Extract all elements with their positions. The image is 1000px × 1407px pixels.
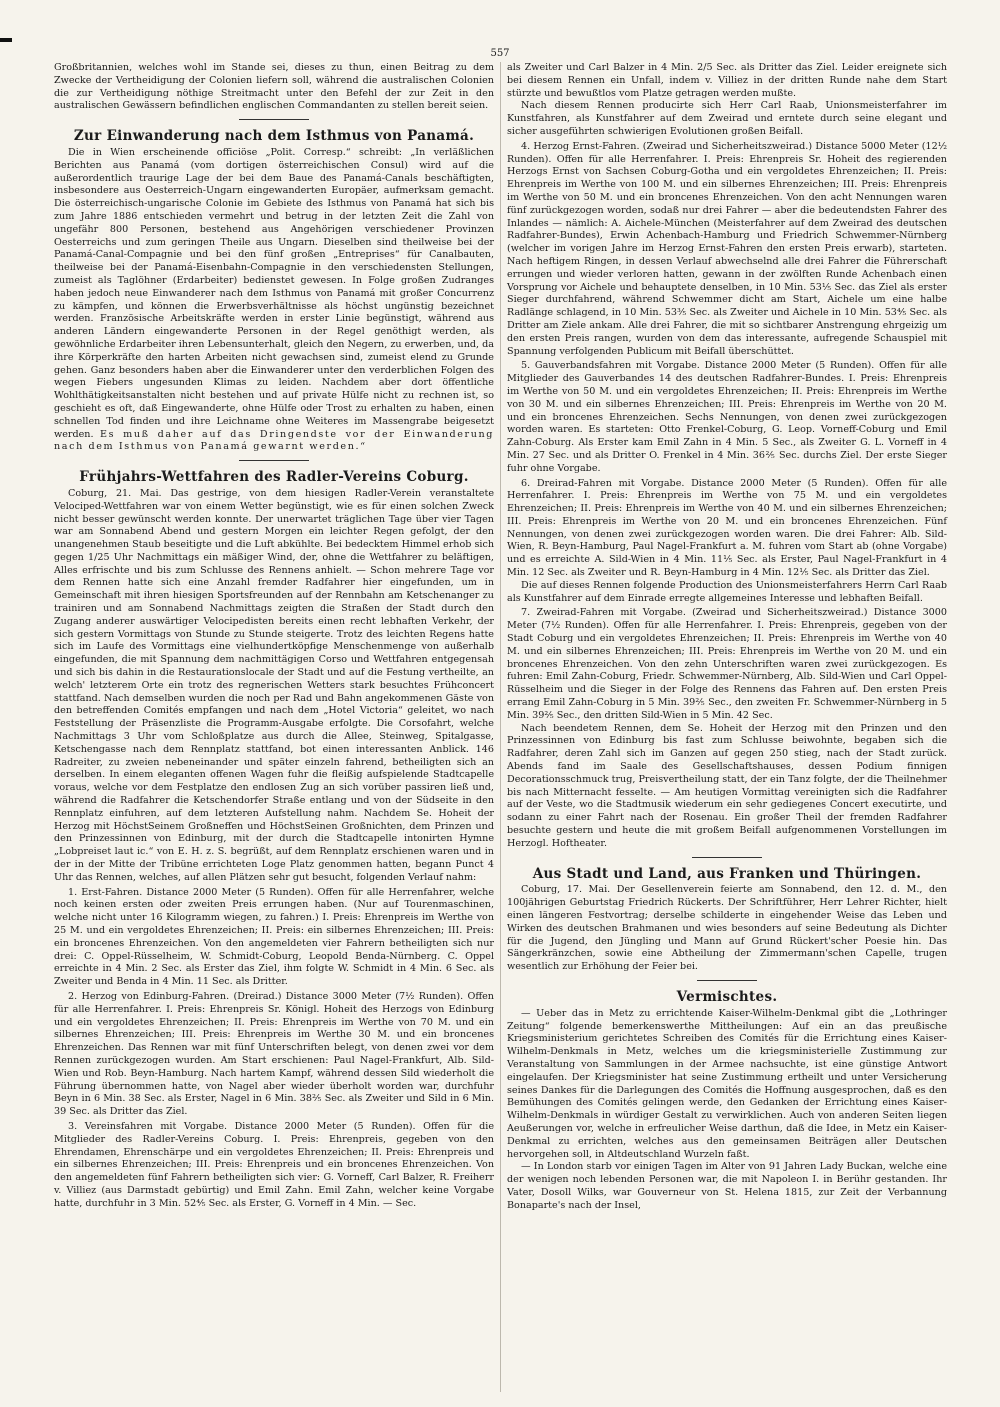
vermischtes-paragraph-1: — Ueber das in Metz zu errichtende Kaiser-Wilhelm-Denkmal gibt die „Lothringer Zeitung“ folgende bemerkenswerthe Mittheilungen: Auf ein an das preußische Kriegsministerium gerichtetes Schreiben des Comités für die Errichtung eines Kaiser-Wilhelm-Denkmals in Metz, welches um die kriegsministerielle Zustimmung zur Veranstaltung von Sammlungen in der Armee nachsuchte, ist eine günstige Antwort eingelaufen. Der Kriegsminister hat seine Zustimmung ertheilt und unter Versicherung seines Dankes für die Darlegungen des Comités die Hoffnung ausgesprochen, daß es den Bemühungen des Comités gelingen werde, den Gedanken der Errichtung eines Kaiser-Wilhelm-Denkmals in würdiger Gestalt zu verwirklichen. Auch von anderen Seiten liegen Aeußerungen vor, welche in erfreulicher Weise darthun, daß die Idee, in Metz ein Kaiser-Denkmal zu errichten, welches aus den gemeinsamen Beiträgen aller Deutschen hervorgehen soll, in Altdeutschland Wurzeln faßt. [507, 1007, 947, 1160]
margin-mark [0, 38, 12, 42]
coburg-paragraph: Coburg, 21. Mai. Das gestrige, von dem hiesigen Radler-Verein veranstaltete Velociped-Wettfahren war von einem Wetter begünstigt, wie es für einen solchen Zweck nicht besser gewünscht werden konnte. Der unerwartet träglichen Tage über vier Tagen war am Sonnabend Abend und gestern Morgen ein leichter Regen gefolgt, der den unangenehmen Staub beseitigte und die Luft abkühlte. Bei bedecktem Himmel erhob sich gegen 1/25 Uhr Nachmittags ein mäßiger Wind, der, ohne die Wettfahrer zu beläftigen, Alles erfrischte und bis zum Schlusse des Rennens anhielt. — Schon mehrere Tage vor dem Rennen hatte sich eine Anzahl fremder Radfahrer hier eingefunden, um in Gemeinschaft mit ihren hiesigen Sportsfreunden auf der Rennbahn am Ketschenanger zu trainiren und am Sonnabend Nachmittags zeigten die Straßen der Stadt durch den Zugang anderer auswärtiger Velocipedisten bereits einen recht lebhaften Verkehr, der sich gestern Vormittags von Stunde zu Stunde steigerte. Trotz des leichten Regens hatte sich im Laufe des Vormittags eine vielhundertköpfige Menschenmenge von außerhalb eingefunden, die mit Spannung dem nachmittägigen Corso und Wettfahren entgegensah und sich bis dahin in die Restaurationslocale der Stadt und auf die Festung vertheilte, an welch' letzterem Orte ein trotz des regnerischen Wetters stark besuchtes Frühconcert stattfand. Nach demselben wurden die noch per Rad und Bahn angekommenen Gäste von den betreffenden Comités empfangen und nach dem „Hotel Victoria“ geleitet, wo nach Feststellung der Präsenzliste die Programm-Ausgabe erfolgte. Die Corsofahrt, welche Nachmittags 3 Uhr vom Schloßplatze aus durch die Allee, Steinweg, Spitalgasse, Ketschengasse nach dem Rennplatz stattfand, bot einen interessanten Anblick. 146 Radreiter, zu zweien nebeneinander und später einzeln fahrend, betheiligten sich an derselben. In einem eleganten offenen Wagen fuhr die fleißig aufspielende Stadtcapelle voraus, welche vor dem Festplatze den endlosen Zug an sich vorüber passiren ließ und, während die Radfahrer die Ketschendorfer Straße entlang und von der Südseite in den Rennplatz einfuhren, auf dem letzteren Aufstellung nahm. Nachdem Se. Hoheit der Herzog mit HöchstSeinem Großneffen und HöchstSeinen Großnichten, dem Prinzen und den Prinzessinnen von Edinburg, mit der durch die Stadtcapelle intonirten Hymne „Lobpreiset laut ic.“ von E. H. z. S. begrüßt, auf dem Rennplatz erschienen waren und in der in der Mitte der Tribüne errichteten Loge Platz genommen hatten, begann Punct 4 Uhr das Rennen, welches, auf allen Plätzen sehr gut besucht, folgenden Verlauf nahm: [54, 487, 494, 883]
panama-paragraph [54, 147, 494, 454]
vermischtes-heading: Vermischtes. [676, 988, 778, 1005]
race-5: 5. Gauverbandsfahren mit Vorgabe. Distance 2000 Meter (5 Runden). Offen für alle Mitglieder des Gauverbandes 14 des deutschen Radfahrer-Bundes. I. Preis: Ehrenpreis im Werthe von 50 M. und ein vergoldetes Ehrenzeichen; II. Preis: Ehrenpreis im Werthe von 30 M. und ein silbernes Ehrenzeichen; III. Preis: Ehrenpreis im Werthe von 20 M. und ein broncenes Ehrenzeichen. Sechs Nennungen, von denen zwei zurückgezogen worden waren. Es starteten: Otto Frenkel-Coburg, G. Leop. Vorneff-Coburg und Emil Zahn-Coburg. Als Erster kam Emil Zahn in 4 Min. 5 Sec., als Zweiter G. L. Vorneff in 4 Min. 27 Sec. und als Dritter O. Frenkel in 4 Min. 36⅖ Sec. durchs Ziel. Der erste Sieger fuhr ohne Vorgabe. [507, 360, 947, 474]
race-4: 4. Herzog Ernst-Fahren. (Zweirad und Sicherheitszweirad.) Distance 5000 Meter (12½ Runden). Offen für alle Herrenfahrer. I. Preis: Ehrenpreis Sr. Hoheit des regierenden Herzogs Ernst von Sachsen Coburg-Gotha und ein vergoldetes Ehrenzeichen; II. Preis: Ehrenpreis im Werthe von 100 M. und ein silbernes Ehrenzeichen; III. Preis: Ehrenpreis im Werthe von 50 M. und ein broncenes Ehrenzeichen. Von den acht Nennungen waren fünf zurückgezogen worden, sodaß nur drei Fahrer — aber die bedeutendsten Fahrer des Inlandes — nämlich: A. Aichele-München (Meisterfahrer auf dem Zweirad des deutschen Radfahrer-Bundes), Erwin Achenbach-Hamburg und Friedrich Schwemmer-Nürnberg (welcher im vorigen Jahre im Herzog Ernst-Fahren den ersten Preis erwarb), starteten. Nach heftigem Ringen, in dessen Verlauf abwechselnd alle drei Fahrer die Führerschaft errungen und wieder verloren hatten, gewann in der zwölften Runde Achenbach einen Vorsprung vor Aichele und behauptete denselben, in 10 Min. 53⅕ Sec. das Ziel als erster Sieger durchfahrend, während Schwemmer dicht am Start, Aichele um eine halbe Radlänge schlagend, in 10 Min. 53⅗ Sec. als Zweiter und Aichele in 10 Min. 53⅘ Sec. als Dritter am Ziele ankam. Alle drei Fahrer, die mit so sichtbarer Anstrengung ehrgeizig um den ersten Preis rangen, wurden von dem das interessante, aufregende Schauspiel mit Spannung verfolgenden Publicum mit Beifall überschüttet. [507, 140, 947, 357]
panama-text: Die in Wien erscheinende officiöse „Polit. Corresp.“ schreibt: „In verläßlichen Berichten aus Panamá (vom dortigen österreichischen Consul) wird auf die außerordentlich traurige Lage der bei dem Baue des Panamá-Canals beschäftigten, insbesondere aus Oesterreich-Ungarn eingewanderten Europäer, aufmerksam gemacht. Die österreichisch-ungarische Colonie im Gebiete des Isthmus von Panamá hat sich bis zum Jahre 1886 entschieden vermehrt und betrug in der letzten Zeit die Zahl von ungefähr 800 Personen, bestehend aus Angehörigen verschiedener Provinzen Oesterreichs und zum geringen Theile aus Ungarn. Dieselben sind theilweise bei der Panamá-Canal-Compagnie und bei den fünf großen „Entreprises“ für Canalbauten, theilweise bei der Panamá-Eisenbahn-Compagnie in den verschiedensten Stellungen, zumeist als Taglöhner (Erdarbeiter) bedienstet gewesen. In Folge großen Zudranges haben jedoch neue Einwanderer nach dem Isthmus von Panamá mit großer Concurrenz zu kämpfen, und können die Erwerbsverhältnisse als höchst ungünstig bezeichnet werden. Französische Arbeitskräfte werden in erster Linie begünstigt, während aus anderen Ländern eingewanderte Personen in der Regel genöthigt werden, als gewöhnliche Erdarbeiter ihren Lebensunterhalt, gleich den Negern, zu erwerben, und, da ihre Körperkräfte den harten Arbeiten nicht gewachsen sind, zumeist elend zu Grunde gehen. Ganz besonders haben aber die Einwanderer unter den verderblichen Folgen des wegen Fiebers ungesunden Klimas zu leiden. Nachdem aber dort öffentliche Wohlthätigkeitsanstalten nicht bestehen und auf private Hülfe nicht zu rechnen ist, so geschieht es oft, daß Eingewanderte, ohne Hülfe oder Trost zu erhalten zu haben, einen schnellen Tod finden und ihre Leichname ohne Weiteres im Massengrabe beigesetzt werden. [54, 146, 494, 440]
left-column [54, 62, 494, 1211]
column-divider [500, 62, 501, 1392]
production-paragraph: Die auf dieses Rennen folgende Production des Unionsmeisterfahrers Herrn Carl Raab als Kunstfahrer auf dem Einrade erregte allgemeines Interesse und lebhaften Beifall. [507, 579, 947, 604]
panama-warning: Es muß daher auf das Dringendste vor der Einwanderung nach dem Isthmus von Panamá gewarnt werden.“ [54, 428, 494, 453]
coburg-heading: Frühjahrs-Wettfahren des Radler-Vereins Coburg. [79, 469, 469, 486]
section-rule [697, 980, 757, 981]
vermischtes-paragraph-2: — In London starb vor einigen Tagen im Alter von 91 Jahren Lady Buckan, welche eine der wenigen noch lebenden Personen war, die mit Napoleon I. in Berühr gestanden. Ihr Vater, Dosoll Wilks, war Gouverneur von St. Helena 1815, zur Zeit der Verbannung Bonaparte's nach der Insel, [507, 1161, 947, 1211]
panama-heading: Zur Einwanderung nach dem Isthmus von Panamá. [73, 128, 475, 145]
race-6: 6. Dreirad-Fahren mit Vorgabe. Distance 2000 Meter (5 Runden). Offen für alle Herrenfahrer. I. Preis: Ehrenpreis im Werthe von 75 M. und ein vergoldetes Ehrenzeichen; II. Preis: Ehrenpreis im Werthe von 40 M. und ein silbernes Ehrenzeichen; III. Preis: Ehrenpreis im Werthe von 20 M. und ein broncenes Ehrenzeichen. Fünf Nennungen, von denen zwei zurückgezogen worden waren. Die drei Fahrer: Alb. Sild-Wien, R. Beyn-Hamburg, Paul Nagel-Frankfurt a. M. fuhren vom Start ab (ohne Vorgabe) und es erreichte A. Sild-Wien in 4 Min. 11⅕ Sec. als Erster, Paul Nagel-Frankfurt in 4 Min. 12 Sec. als Zweiter und R. Beyn-Hamburg in 4 Min. 12⅕ Sec. als Dritter das Ziel. [507, 477, 947, 579]
section-rule [239, 460, 309, 461]
stadt-heading: Aus Stadt und Land, aus Franken und Thüringen. [532, 865, 922, 882]
section-rule [692, 857, 762, 858]
race-2: 2. Herzog von Edinburg-Fahren. (Dreirad.) Distance 3000 Meter (7½ Runden). Offen für alle Herrenfahrer. I. Preis: Ehrenpreis Sr. Königl. Hoheit des Herzogs von Edinburg und ein vergoldetes Ehrenzeichen; II. Preis: Ehrenpreis im Werthe von 70 M. und ein silbernes Ehrenzeichen; III. Preis: Ehrenpreis im Werthe 30 M. und ein broncenes Ehrenzeichen. Das Rennen war mit fünf Unterschriften belegt, von denen zwei vor dem Rennen zurückgezogen wurden. Am Start erschienen: Paul Nagel-Frankfurt, Alb. Sild-Wien und Rob. Beyn-Hamburg. Nach hartem Kampf, während dessen Sild wiederholt die Führung übernommen hatte, von Nagel aber wieder überholt worden war, durchfuhr Beyn in 6 Min. 38 Sec. als Erster, Nagel in 6 Min. 38⅖ Sec. als Zweiter und Sild in 6 Min. 39 Sec. als Dritter das Ziel. [54, 990, 494, 1118]
race-3: 3. Vereinsfahren mit Vorgabe. Distance 2000 Meter (5 Runden). Offen für die Mitglieder des Radler-Vereins Coburg. I. Preis: Ehrenpreis, gegeben von den Ehrendamen, Ehrenschärpe und ein vergoldetes Ehrenzeichen; II. Preis: Ehrenpreis und ein silbernes Ehrenzeichen; III. Preis: Ehrenpreis und ein broncenes Ehrenzeichen. Von den angemeldeten fünf Fahrern betheiligten sich vier: G. Vorneff, Carl Balzer, R. Freiherr v. Villiez (aus Darmstadt gebürtig) und Emil Zahn. Emil Zahn, welcher keine Vorgabe hatte, durchfuhr in 3 Min. 52⅘ Sec. als Erster, G. Vorneff in 4 Min. — Sec. [54, 1120, 494, 1209]
race-3-continuation: als Zweiter und Carl Balzer in 4 Min. 2/5 Sec. als Dritter das Ziel. Leider ereignete sich bei diesem Rennen ein Unfall, indem v. Villiez in der dritten Runde nahe dem Start stürzte und bewußtlos vom Platze getragen werden mußte. [507, 62, 947, 99]
right-column [507, 62, 947, 1213]
article-continuation: Großbritannien, welches wohl im Stande sei, dieses zu thun, einen Beitrag zu dem Zwecke der Vertheidigung der Colonien liefern soll, während die australischen Colonien die zur Vertheidigung nöthige Streitmacht unter den Befehl der zur Zeit in den australischen Gewässern befindlichen englischen Commandanten zu stellen bereit seien. [54, 62, 494, 112]
stadt-paragraph: Coburg, 17. Mai. Der Gesellenverein feierte am Sonnabend, den 12. d. M., den 100jährigen Geburtstag Friedrich Rückerts. Der Schriftführer, Herr Lehrer Richter, hielt einen längeren Festvortrag; derselbe schilderte in eingehender Weise das Leben und Wirken des deutschen Brahmanen und wies besonders auf seine Bedeutung als Dichter für die Jugend, den Jüngling und Mann auf Grund Rückert'scher Poesie hin. Das Sängerkränzchen, sowie eine Abtheilung der Zimmermann'schen Capelle, trugen wesentlich zur Erhöhung der Feier bei. [507, 884, 947, 973]
race-1: 1. Erst-Fahren. Distance 2000 Meter (5 Runden). Offen für alle Herrenfahrer, welche noch keinen ersten oder zweiten Preis errungen haben. (Nur auf Tourenmaschinen, welche nicht unter 16 Kilogramm wiegen, zu fahren.) I. Preis: Ehrenpreis im Werthe von 25 M. und ein vergoldetes Ehrenzeichen; II. Preis: ein silbernes Ehrenzeichen; III. Preis: ein broncenes Ehrenzeichen. Von den angemeldeten vier Fahrern betheiligten sich nur drei: C. Oppel-Rüsselheim, W. Schmidt-Coburg, Leopold Benda-Nürnberg. C. Oppel erreichte in 4 Min. 2 Sec. als Erster das Ziel, ihm folgte W. Schmidt in 4 Min. 6 Sec. als Zweiter und Benda in 4 Min. 11 Sec. als Dritter. [54, 886, 494, 988]
race-7: 7. Zweirad-Fahren mit Vorgabe. (Zweirad und Sicherheitszweirad.) Distance 3000 Meter (7½ Runden). Offen für alle Herrenfahrer. I. Preis: Ehrenpreis, gegeben von der Stadt Coburg und ein vergoldetes Ehrenzeichen; II. Preis: Ehrenpreis im Werthe von 40 M. und ein silbernes Ehrenzeichen; III. Preis: Ehrenpreis im Werthe von 20 M. und ein broncenes Ehrenzeichen. Von den zehn Unterschriften waren zwei zurückgezogen. Es fuhren: Emil Zahn-Coburg, Friedr. Schwemmer-Nürnberg, Alb. Sild-Wien und Carl Oppel-Rüsselheim und die Sieger in der Folge des Rennens das Fahren auf. Den ersten Preis errang Emil Zahn-Coburg in 5 Min. 39⅖ Sec., den zweiten Fr. Schwemmer-Nürnberg in 5 Min. 39⅖ Sec., den dritten Sild-Wien in 5 Min. 42 Sec. [507, 607, 947, 721]
raab-paragraph: Nach diesem Rennen producirte sich Herr Carl Raab, Unionsmeisterfahrer im Kunstfahren, als Kunstfahrer auf dem Zweirad und erntete durch seine elegant und sicher ausgeführten schwierigen Evolutionen großen Beifall. [507, 100, 947, 137]
closing-paragraph: Nach beendetem Rennen, dem Se. Hoheit der Herzog mit den Prinzen und den Prinzessinnen von Edinburg bis fast zum Schlusse beiwohnte, begaben sich die Radfahrer, deren Zahl sich im Ganzen auf gegen 250 stieg, nach der Stadt zurück. Abends fand im Saale des Gesellschaftshauses, dessen Podium finnigen Decorationsschmuck trug, Preisvertheilung statt, der ein Tanz folgte, der die Theilnehmer bis nach Mitternacht fesselte. — Am heutigen Vormittag vereinigten sich die Radfahrer auf der Veste, wo die Stadtmusik wiederum ein sehr gediegenes Concert executirte, und sodann zu einer Fahrt nach der Rosenau. Ein großer Theil der fremden Radfahrer besuchte gestern und heute die mit großem Beifall aufgenommenen Vorstellungen im Herzogl. Hoftheater. [507, 722, 948, 849]
page-number: 557 [490, 48, 510, 59]
section-rule [239, 119, 309, 120]
